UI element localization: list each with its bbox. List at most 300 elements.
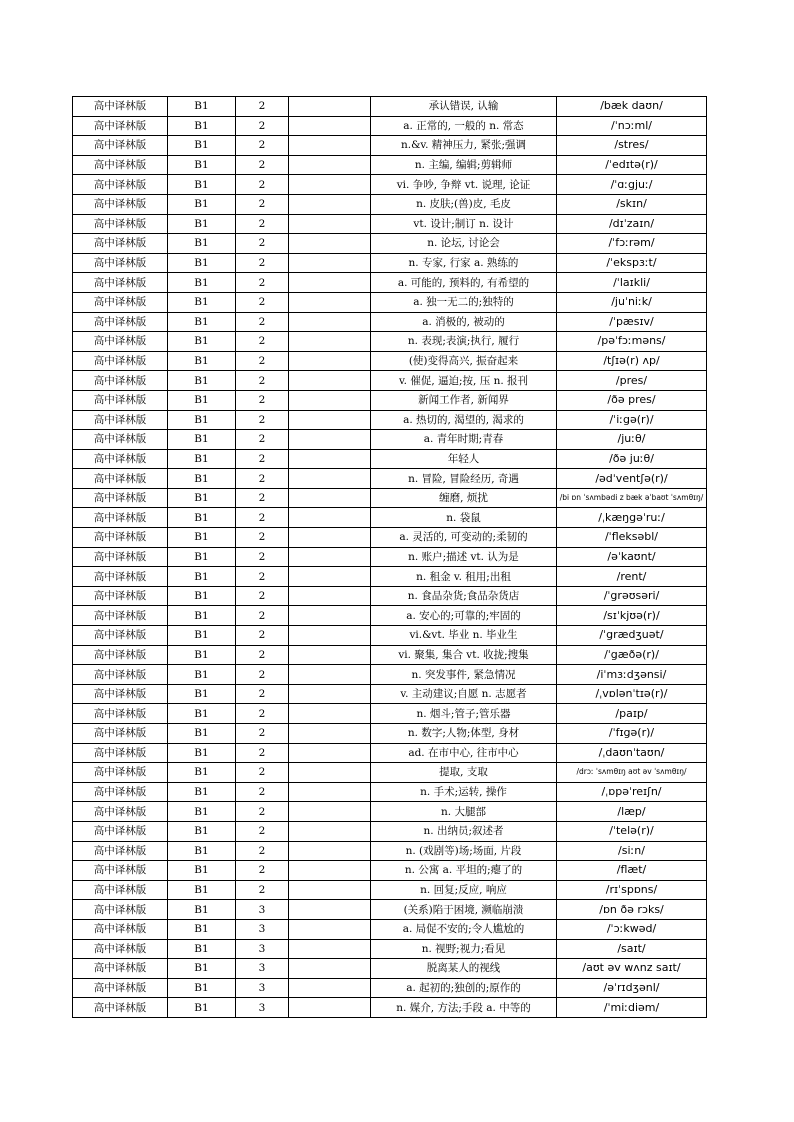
unit-cell: 2 <box>236 97 289 117</box>
pronunciation-cell: /ˈiːgə(r)/ <box>557 410 707 430</box>
textbook-cell: 高中译林版 <box>73 410 168 430</box>
word-cell <box>289 704 371 724</box>
unit-cell: 2 <box>236 273 289 293</box>
level-cell: B1 <box>168 665 236 685</box>
table-row <box>73 253 707 273</box>
textbook-cell: 高中译林版 <box>73 97 168 117</box>
table-row <box>73 704 707 724</box>
word-cell <box>289 390 371 410</box>
level-cell: B1 <box>168 900 236 920</box>
pronunciation-cell: /saɪt/ <box>557 939 707 959</box>
textbook-cell: 高中译林版 <box>73 763 168 783</box>
textbook-cell: 高中译林版 <box>73 959 168 979</box>
textbook-cell: 高中译林版 <box>73 273 168 293</box>
level-cell: B1 <box>168 469 236 489</box>
word-cell <box>289 841 371 861</box>
unit-cell: 2 <box>236 194 289 214</box>
unit-cell: 2 <box>236 821 289 841</box>
meaning-cell: n. 论坛, 讨论会 <box>371 234 557 254</box>
unit-cell: 2 <box>236 214 289 234</box>
textbook-cell: 高中译林版 <box>73 488 168 508</box>
meaning-cell: vt. 设计;制订 n. 设计 <box>371 214 557 234</box>
textbook-cell: 高中译林版 <box>73 802 168 822</box>
table-row <box>73 97 707 117</box>
word-cell <box>289 488 371 508</box>
pronunciation-cell: /ˈedɪtə(r)/ <box>557 155 707 175</box>
level-cell: B1 <box>168 253 236 273</box>
table-row <box>73 567 707 587</box>
meaning-cell: 提取, 支取 <box>371 763 557 783</box>
level-cell: B1 <box>168 155 236 175</box>
table-row <box>73 214 707 234</box>
meaning-cell: n. 突发事件, 紧急情况 <box>371 665 557 685</box>
pronunciation-cell: /pəˈfɔːməns/ <box>557 332 707 352</box>
level-cell: B1 <box>168 292 236 312</box>
pronunciation-cell: /rent/ <box>557 567 707 587</box>
pronunciation-cell: /læp/ <box>557 802 707 822</box>
level-cell: B1 <box>168 684 236 704</box>
textbook-cell: 高中译林版 <box>73 724 168 744</box>
word-cell <box>289 430 371 450</box>
pronunciation-cell: /ˈfɪgə(r)/ <box>557 724 707 744</box>
word-cell <box>289 214 371 234</box>
meaning-cell: n. 租金 v. 租用;出租 <box>371 567 557 587</box>
table-row <box>73 312 707 332</box>
unit-cell: 2 <box>236 390 289 410</box>
level-cell: B1 <box>168 978 236 998</box>
textbook-cell: 高中译林版 <box>73 449 168 469</box>
level-cell: B1 <box>168 841 236 861</box>
table-row <box>73 410 707 430</box>
pronunciation-cell: /ˌkæŋgəˈruː/ <box>557 508 707 528</box>
table-row <box>73 273 707 293</box>
table-row <box>73 175 707 195</box>
unit-cell: 2 <box>236 567 289 587</box>
unit-cell: 2 <box>236 802 289 822</box>
pronunciation-cell: /flæt/ <box>557 861 707 881</box>
pronunciation-cell: /pres/ <box>557 371 707 391</box>
meaning-cell: a. 青年时期;青春 <box>371 430 557 450</box>
unit-cell: 3 <box>236 978 289 998</box>
meaning-cell: n.&v. 精神压力, 紧张;强调 <box>371 136 557 156</box>
table-row <box>73 645 707 665</box>
level-cell: B1 <box>168 449 236 469</box>
unit-cell: 2 <box>236 508 289 528</box>
meaning-cell: n. 冒险, 冒险经历, 奇遇 <box>371 469 557 489</box>
meaning-cell: a. 独一无二的;独特的 <box>371 292 557 312</box>
table-row <box>73 292 707 312</box>
level-cell: B1 <box>168 880 236 900</box>
word-cell <box>289 939 371 959</box>
textbook-cell: 高中译林版 <box>73 821 168 841</box>
meaning-cell: a. 灵活的, 可变动的;柔韧的 <box>371 528 557 548</box>
pronunciation-cell: /sɪˈkjʊə(r)/ <box>557 606 707 626</box>
textbook-cell: 高中译林版 <box>73 547 168 567</box>
textbook-cell: 高中译林版 <box>73 998 168 1018</box>
table-row <box>73 919 707 939</box>
meaning-cell: 年轻人 <box>371 449 557 469</box>
meaning-cell: a. 安心的;可靠的;牢固的 <box>371 606 557 626</box>
unit-cell: 2 <box>236 782 289 802</box>
level-cell: B1 <box>168 567 236 587</box>
meaning-cell: 新闻工作者, 新闻界 <box>371 390 557 410</box>
vocabulary-table <box>72 96 707 1018</box>
meaning-cell: 承认错误, 认输 <box>371 97 557 117</box>
textbook-cell: 高中译林版 <box>73 175 168 195</box>
pronunciation-cell: /stres/ <box>557 136 707 156</box>
level-cell: B1 <box>168 998 236 1018</box>
word-cell <box>289 959 371 979</box>
level-cell: B1 <box>168 97 236 117</box>
level-cell: B1 <box>168 332 236 352</box>
unit-cell: 2 <box>236 547 289 567</box>
word-cell <box>289 547 371 567</box>
level-cell: B1 <box>168 273 236 293</box>
unit-cell: 2 <box>236 704 289 724</box>
level-cell: B1 <box>168 175 236 195</box>
textbook-cell: 高中译林版 <box>73 626 168 646</box>
meaning-cell: n. 专家, 行家 a. 熟练的 <box>371 253 557 273</box>
level-cell: B1 <box>168 351 236 371</box>
meaning-cell: n. 视野;视力;看见 <box>371 939 557 959</box>
level-cell: B1 <box>168 802 236 822</box>
unit-cell: 2 <box>236 469 289 489</box>
word-cell <box>289 743 371 763</box>
unit-cell: 3 <box>236 998 289 1018</box>
unit-cell: 2 <box>236 312 289 332</box>
level-cell: B1 <box>168 136 236 156</box>
unit-cell: 3 <box>236 900 289 920</box>
word-cell <box>289 175 371 195</box>
unit-cell: 2 <box>236 155 289 175</box>
textbook-cell: 高中译林版 <box>73 978 168 998</box>
unit-cell: 3 <box>236 919 289 939</box>
word-cell <box>289 998 371 1018</box>
meaning-cell: n. 烟斗;管子;管乐器 <box>371 704 557 724</box>
textbook-cell: 高中译林版 <box>73 292 168 312</box>
pronunciation-cell: /ðə juːθ/ <box>557 449 707 469</box>
table-row <box>73 547 707 567</box>
word-cell <box>289 978 371 998</box>
pronunciation-cell: /ˈtelə(r)/ <box>557 821 707 841</box>
meaning-cell: v. 催促, 逼迫;按, 压 n. 报刊 <box>371 371 557 391</box>
textbook-cell: 高中译林版 <box>73 528 168 548</box>
unit-cell: 2 <box>236 332 289 352</box>
pronunciation-cell: /ˈfleksəbl/ <box>557 528 707 548</box>
level-cell: B1 <box>168 743 236 763</box>
word-cell <box>289 919 371 939</box>
word-cell <box>289 351 371 371</box>
textbook-cell: 高中译林版 <box>73 586 168 606</box>
unit-cell: 2 <box>236 743 289 763</box>
table-row <box>73 763 707 783</box>
table-row <box>73 332 707 352</box>
pronunciation-cell: /ədˈventʃə(r)/ <box>557 469 707 489</box>
textbook-cell: 高中译林版 <box>73 900 168 920</box>
pronunciation-cell: /ˈlaɪkli/ <box>557 273 707 293</box>
table-row <box>73 586 707 606</box>
level-cell: B1 <box>168 528 236 548</box>
meaning-cell: n. 大腿部 <box>371 802 557 822</box>
level-cell: B1 <box>168 547 236 567</box>
textbook-cell: 高中译林版 <box>73 136 168 156</box>
word-cell <box>289 312 371 332</box>
table-row <box>73 155 707 175</box>
word-cell <box>289 194 371 214</box>
level-cell: B1 <box>168 410 236 430</box>
unit-cell: 3 <box>236 959 289 979</box>
pronunciation-cell: /ˌvɒlənˈtɪə(r)/ <box>557 684 707 704</box>
word-cell <box>289 586 371 606</box>
textbook-cell: 高中译林版 <box>73 684 168 704</box>
level-cell: B1 <box>168 390 236 410</box>
word-cell <box>289 234 371 254</box>
pronunciation-cell: /ˈɑːgjuː/ <box>557 175 707 195</box>
table-row <box>73 841 707 861</box>
word-cell <box>289 155 371 175</box>
pronunciation-cell: /aʊt əv wʌnz saɪt/ <box>557 959 707 979</box>
word-cell <box>289 253 371 273</box>
meaning-cell: a. 正常的, 一般的 n. 常态 <box>371 116 557 136</box>
unit-cell: 2 <box>236 449 289 469</box>
table-row <box>73 959 707 979</box>
meaning-cell: n. 主编, 编辑;剪辑师 <box>371 155 557 175</box>
pronunciation-cell: /ˌɒpəˈreɪʃn/ <box>557 782 707 802</box>
textbook-cell: 高中译林版 <box>73 155 168 175</box>
word-cell <box>289 567 371 587</box>
word-cell <box>289 861 371 881</box>
textbook-cell: 高中译林版 <box>73 567 168 587</box>
table-row <box>73 743 707 763</box>
pronunciation-cell: /əˈkaʊnt/ <box>557 547 707 567</box>
unit-cell: 2 <box>236 861 289 881</box>
word-cell <box>289 802 371 822</box>
level-cell: B1 <box>168 645 236 665</box>
word-cell <box>289 900 371 920</box>
level-cell: B1 <box>168 782 236 802</box>
table-row <box>73 449 707 469</box>
table-row <box>73 861 707 881</box>
word-cell <box>289 116 371 136</box>
textbook-cell: 高中译林版 <box>73 116 168 136</box>
word-cell <box>289 410 371 430</box>
unit-cell: 2 <box>236 586 289 606</box>
pronunciation-cell: /ðə pres/ <box>557 390 707 410</box>
level-cell: B1 <box>168 939 236 959</box>
table-row <box>73 939 707 959</box>
table-row <box>73 488 707 508</box>
table-row <box>73 371 707 391</box>
textbook-cell: 高中译林版 <box>73 606 168 626</box>
pronunciation-cell: /ˈgrædʒuət/ <box>557 626 707 646</box>
pronunciation-cell: /paɪp/ <box>557 704 707 724</box>
level-cell: B1 <box>168 586 236 606</box>
word-cell <box>289 508 371 528</box>
unit-cell: 2 <box>236 763 289 783</box>
pronunciation-cell: /drɔː ˈsʌmθɪŋ aʊt əv ˈsʌmθɪŋ/ <box>557 763 707 783</box>
word-cell <box>289 880 371 900</box>
textbook-cell: 高中译林版 <box>73 371 168 391</box>
textbook-cell: 高中译林版 <box>73 645 168 665</box>
table-row <box>73 880 707 900</box>
meaning-cell: a. 消极的, 被动的 <box>371 312 557 332</box>
textbook-cell: 高中译林版 <box>73 253 168 273</box>
table-row <box>73 998 707 1018</box>
meaning-cell: n. (戏剧等)场;场面, 片段 <box>371 841 557 861</box>
textbook-cell: 高中译林版 <box>73 665 168 685</box>
level-cell: B1 <box>168 214 236 234</box>
level-cell: B1 <box>168 626 236 646</box>
word-cell <box>289 665 371 685</box>
word-cell <box>289 645 371 665</box>
pronunciation-cell: /ˈnɔːml/ <box>557 116 707 136</box>
unit-cell: 2 <box>236 136 289 156</box>
textbook-cell: 高中译林版 <box>73 390 168 410</box>
meaning-cell: n. 媒介, 方法;手段 a. 中等的 <box>371 998 557 1018</box>
table-row <box>73 430 707 450</box>
word-cell <box>289 469 371 489</box>
textbook-cell: 高中译林版 <box>73 939 168 959</box>
pronunciation-cell: /əˈrɪdʒənl/ <box>557 978 707 998</box>
table-row <box>73 351 707 371</box>
textbook-cell: 高中译林版 <box>73 469 168 489</box>
word-cell <box>289 332 371 352</box>
table-row <box>73 606 707 626</box>
meaning-cell: n. 表现;表演;执行, 履行 <box>371 332 557 352</box>
pronunciation-cell: /skɪn/ <box>557 194 707 214</box>
table-row <box>73 390 707 410</box>
word-cell <box>289 626 371 646</box>
meaning-cell: a. 局促不安的;令人尴尬的 <box>371 919 557 939</box>
meaning-cell: vi. 争吵, 争辩 vt. 说理, 论证 <box>371 175 557 195</box>
word-cell <box>289 684 371 704</box>
table-row <box>73 802 707 822</box>
pronunciation-cell: /ˈekspɜːt/ <box>557 253 707 273</box>
table-row <box>73 665 707 685</box>
word-cell <box>289 528 371 548</box>
word-cell <box>289 292 371 312</box>
pronunciation-cell: /bæk daʊn/ <box>557 97 707 117</box>
textbook-cell: 高中译林版 <box>73 880 168 900</box>
word-cell <box>289 724 371 744</box>
word-cell <box>289 273 371 293</box>
level-cell: B1 <box>168 116 236 136</box>
pronunciation-cell: /dɪˈzaɪn/ <box>557 214 707 234</box>
meaning-cell: n. 账户;描述 vt. 认为是 <box>371 547 557 567</box>
pronunciation-cell: /iˈmɜːdʒənsi/ <box>557 665 707 685</box>
textbook-cell: 高中译林版 <box>73 704 168 724</box>
table-row <box>73 136 707 156</box>
meaning-cell: vi.&vt. 毕业 n. 毕业生 <box>371 626 557 646</box>
unit-cell: 2 <box>236 410 289 430</box>
level-cell: B1 <box>168 488 236 508</box>
unit-cell: 2 <box>236 684 289 704</box>
meaning-cell: n. 食品杂货;食品杂货店 <box>371 586 557 606</box>
meaning-cell: n. 袋鼠 <box>371 508 557 528</box>
level-cell: B1 <box>168 704 236 724</box>
unit-cell: 2 <box>236 645 289 665</box>
level-cell: B1 <box>168 606 236 626</box>
word-cell <box>289 606 371 626</box>
table-row <box>73 116 707 136</box>
word-cell <box>289 136 371 156</box>
level-cell: B1 <box>168 959 236 979</box>
unit-cell: 2 <box>236 371 289 391</box>
word-cell <box>289 821 371 841</box>
unit-cell: 2 <box>236 488 289 508</box>
table-row <box>73 508 707 528</box>
pronunciation-cell: /ˈfɔːrəm/ <box>557 234 707 254</box>
level-cell: B1 <box>168 194 236 214</box>
textbook-cell: 高中译林版 <box>73 782 168 802</box>
textbook-cell: 高中译林版 <box>73 332 168 352</box>
pronunciation-cell: /ˈɔːkwəd/ <box>557 919 707 939</box>
table-row <box>73 900 707 920</box>
pronunciation-cell: /siːn/ <box>557 841 707 861</box>
table-row <box>73 684 707 704</box>
meaning-cell: (关系)陷于困境, 濒临崩溃 <box>371 900 557 920</box>
unit-cell: 2 <box>236 351 289 371</box>
level-cell: B1 <box>168 430 236 450</box>
meaning-cell: 缠磨, 烦扰 <box>371 488 557 508</box>
level-cell: B1 <box>168 919 236 939</box>
level-cell: B1 <box>168 724 236 744</box>
textbook-cell: 高中译林版 <box>73 919 168 939</box>
pronunciation-cell: /ɒn ðə rɔks/ <box>557 900 707 920</box>
textbook-cell: 高中译林版 <box>73 743 168 763</box>
unit-cell: 2 <box>236 665 289 685</box>
textbook-cell: 高中译林版 <box>73 312 168 332</box>
level-cell: B1 <box>168 821 236 841</box>
textbook-cell: 高中译林版 <box>73 430 168 450</box>
textbook-cell: 高中译林版 <box>73 234 168 254</box>
pronunciation-cell: /tʃɪə(r) ʌp/ <box>557 351 707 371</box>
word-cell <box>289 763 371 783</box>
meaning-cell: a. 热切的, 渴望的, 渴求的 <box>371 410 557 430</box>
table-row <box>73 724 707 744</box>
table-row <box>73 626 707 646</box>
pronunciation-cell: /ˈpæsɪv/ <box>557 312 707 332</box>
word-cell <box>289 782 371 802</box>
table-row <box>73 469 707 489</box>
table-row <box>73 194 707 214</box>
vocab-page <box>72 96 707 1018</box>
unit-cell: 2 <box>236 626 289 646</box>
textbook-cell: 高中译林版 <box>73 861 168 881</box>
vocabulary-table-body <box>73 97 707 1018</box>
pronunciation-cell: /ˈgæðə(r)/ <box>557 645 707 665</box>
table-row <box>73 978 707 998</box>
table-row <box>73 234 707 254</box>
meaning-cell: a. 可能的, 预料的, 有希望的 <box>371 273 557 293</box>
table-row <box>73 782 707 802</box>
unit-cell: 3 <box>236 939 289 959</box>
meaning-cell: n. 公寓 a. 平坦的;瘪了的 <box>371 861 557 881</box>
table-row <box>73 821 707 841</box>
unit-cell: 2 <box>236 528 289 548</box>
meaning-cell: 脱离某人的视线 <box>371 959 557 979</box>
unit-cell: 2 <box>236 292 289 312</box>
unit-cell: 2 <box>236 253 289 273</box>
textbook-cell: 高中译林版 <box>73 841 168 861</box>
word-cell <box>289 371 371 391</box>
meaning-cell: a. 起初的;独创的;原作的 <box>371 978 557 998</box>
unit-cell: 2 <box>236 724 289 744</box>
meaning-cell: vi. 聚集, 集合 vt. 收拢;搜集 <box>371 645 557 665</box>
unit-cell: 2 <box>236 606 289 626</box>
textbook-cell: 高中译林版 <box>73 508 168 528</box>
textbook-cell: 高中译林版 <box>73 214 168 234</box>
